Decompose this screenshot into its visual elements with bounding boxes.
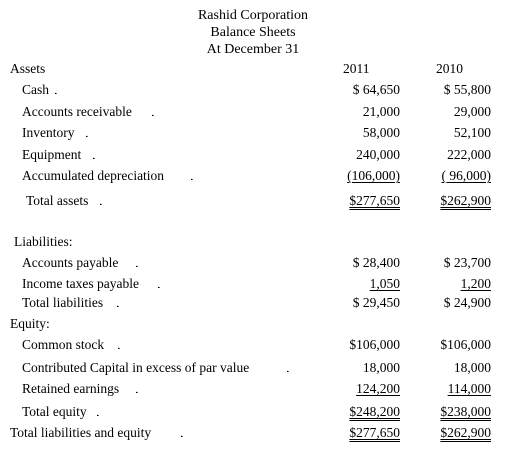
leader-dots: [55, 81, 307, 99]
total-liabilities-and-equity-row: [0, 424, 506, 442]
leader-dots: [181, 424, 307, 442]
value-2011: $277,650: [349, 425, 400, 440]
assets-heading: Assets: [10, 61, 46, 76]
leader-dots: [287, 359, 307, 377]
value-2011: $ 28,400: [352, 255, 400, 270]
value-2010: 52,100: [453, 125, 491, 140]
row-label: Accumulated depreciation: [22, 168, 165, 183]
value-2010: $238,000: [440, 404, 491, 419]
value-2010: 114,000: [447, 381, 491, 396]
row-label: Total assets: [26, 193, 89, 208]
asset-row-inventory: [0, 124, 506, 142]
leader-dots: [86, 124, 307, 142]
row-label: Contributed Capital in excess of par value: [22, 360, 250, 375]
asset-row-equipment: [0, 146, 506, 164]
row-label: Accounts receivable: [22, 104, 132, 119]
equity-header-row: [0, 315, 506, 333]
statement-date: At December 31: [206, 42, 300, 57]
row-label: Equipment: [22, 147, 82, 162]
value-2010: 29,000: [453, 104, 491, 119]
value-2010: 222,000: [447, 147, 491, 162]
leader-dots: [136, 380, 307, 398]
year-2010: 2010: [436, 61, 463, 76]
leader-dots: [136, 254, 307, 272]
value-2011: (106,000): [347, 168, 400, 183]
value-2011: 124,200: [356, 381, 400, 396]
value-2011: $ 29,450: [352, 295, 400, 310]
liabilities-heading: Liabilities:: [14, 234, 73, 249]
liability-row-accounts-payable: [0, 254, 506, 272]
value-2011: $ 64,650: [352, 82, 400, 97]
equity-row-common-stock: [0, 336, 506, 354]
leader-dots: [93, 146, 307, 164]
total-assets-row: [0, 192, 506, 210]
value-2011: 21,000: [362, 104, 400, 119]
row-label: Cash: [22, 82, 49, 97]
value-2011: 1,050: [369, 276, 400, 291]
equity-heading: Equity:: [10, 316, 50, 331]
row-label: Total liabilities and equity: [10, 425, 152, 440]
value-2010: 1,200: [460, 276, 491, 291]
value-2011: $277,650: [349, 193, 400, 208]
row-label: Total equity: [22, 404, 87, 419]
assets-header-row: [0, 60, 506, 78]
row-label: Retained earnings: [22, 381, 120, 396]
asset-row-cash: [0, 81, 506, 99]
value-2011: 240,000: [356, 147, 400, 162]
value-2010: $106,000: [440, 337, 491, 352]
asset-row-accumulated-depreciation: [0, 167, 506, 185]
value-2011: 58,000: [362, 125, 400, 140]
total-equity-row: [0, 403, 506, 421]
company-name: Rashid Corporation: [197, 8, 309, 23]
liabilities-header-row: [0, 233, 506, 251]
row-label: Total liabilities: [22, 295, 104, 310]
row-label: Common stock: [22, 337, 105, 352]
leader-dots: [97, 403, 307, 421]
leader-dots: [117, 294, 307, 312]
value-2011: 18,000: [362, 360, 400, 375]
value-2010: $262,900: [440, 193, 491, 208]
value-2010: 18,000: [453, 360, 491, 375]
row-label: Accounts payable: [22, 255, 119, 270]
value-2011: $248,200: [349, 404, 400, 419]
row-label: Income taxes payable: [22, 276, 139, 291]
total-liabilities-row: [0, 294, 506, 312]
equity-row-retained-earnings: [0, 380, 506, 398]
value-2010: $ 23,700: [443, 255, 491, 270]
leader-dots: [118, 336, 307, 354]
asset-row-receivables: [0, 103, 506, 121]
leader-dots: [191, 167, 307, 185]
leader-dots: [100, 192, 307, 210]
value-2010: ( 96,000): [441, 168, 491, 183]
value-2011: $106,000: [349, 337, 400, 352]
liability-row-income-taxes-payable: [0, 275, 506, 293]
statement-title: Balance Sheets: [210, 25, 296, 40]
value-2010: $262,900: [440, 425, 491, 440]
value-2010: $ 24,900: [443, 295, 491, 310]
value-2010: $ 55,800: [443, 82, 491, 97]
leader-dots: [158, 275, 307, 293]
year-2011: 2011: [343, 61, 370, 76]
leader-dots: [152, 103, 307, 121]
row-label: Inventory: [22, 125, 75, 140]
equity-row-contributed-capital: [0, 359, 506, 377]
